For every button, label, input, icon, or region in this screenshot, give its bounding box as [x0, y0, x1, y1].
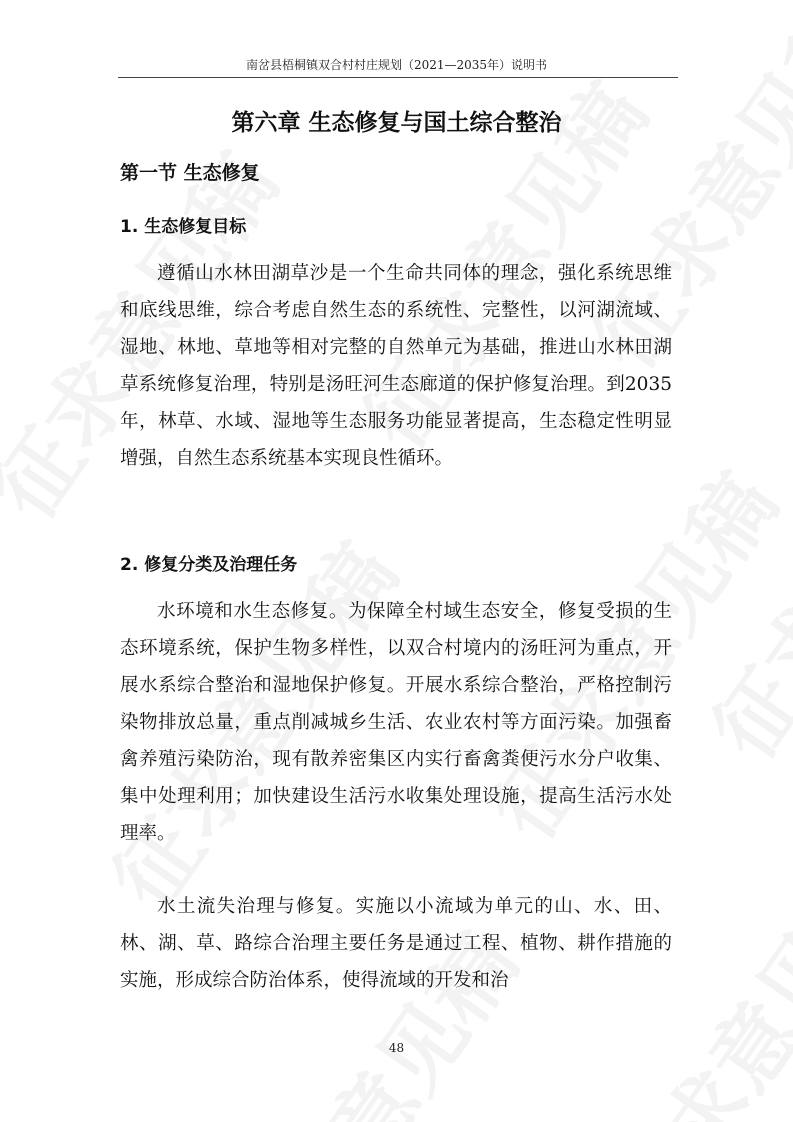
subsection-title: 2. 修复分类及治理任务	[120, 555, 298, 575]
page-number: 48	[388, 1041, 405, 1055]
header-divider	[118, 77, 678, 78]
body-paragraph: 遵循山水林田湖草沙是一个生命共同体的理念，强化系统思维和底线思维，综合考虑自然生态的系统性、完整性，以河湖流域、湿地、林地、草地等相对完整的自然单元为基础，推进山水林田湖草系统修复治理，特别是汤旺河生态廊道的保护修复治理。到2035年，林草、水域、湿地等生态服务功能显著提高，生态稳定性明显增强，自然生态系统基本实现良性循环。	[120, 263, 672, 469]
subsection-title: 1. 生态修复目标	[120, 217, 247, 237]
section-title: 第一节 生态修复	[120, 162, 260, 184]
body-paragraph: 水环境和水生态修复。为保障全村域生态安全，修复受损的生态环境系统，保护生物多样性，以双合村境内的汤旺河为重点，开展水系综合整治和湿地保护修复。开展水系综合整治，严格控制污染物排放总量，重点削减城乡生活、农业农村等方面污染。加强畜禽养殖污染防治，现有散养密集区内实行畜禽粪便污水分户收集、集中处理利用；加快建设生活污水收集处理设施，提高生活污水处理率。	[120, 601, 672, 844]
chapter-title: 第六章 生态修复与国土综合整治	[231, 110, 562, 136]
watermark-text	[680, 366, 793, 779]
running-header: 南岔县梧桐镇双合村村庄规划（2021—2035年）说明书	[245, 58, 548, 72]
body-paragraph: 水土流失治理与修复。实施以小流域为单元的山、水、田、林、湖、草、路综合治理主要任务是通过工程、植物、耕作措施的实施，形成综合防治体系，使得流域的开发和治	[120, 896, 672, 991]
